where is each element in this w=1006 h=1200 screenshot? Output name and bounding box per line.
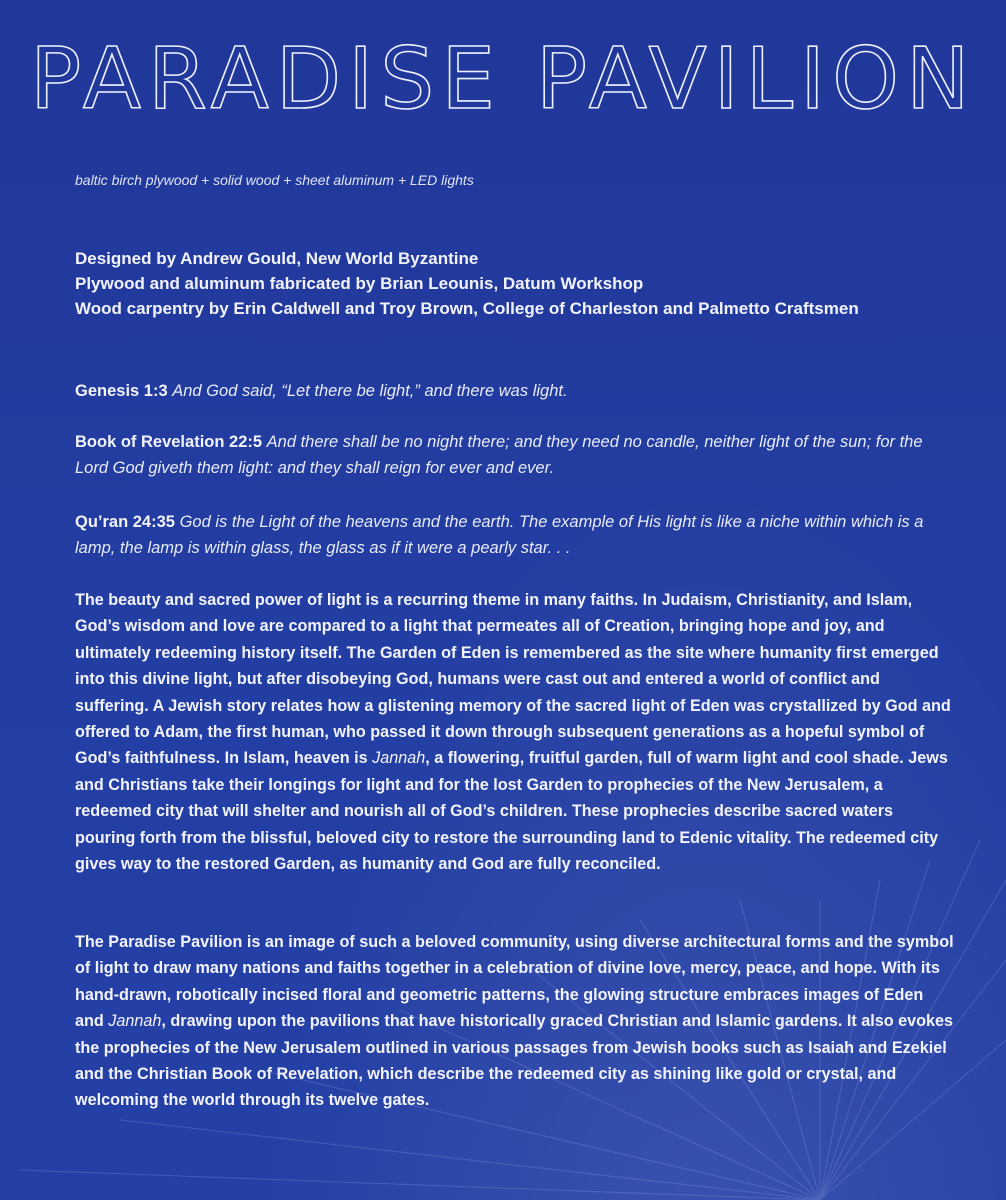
verse-text: And there shall be no night there; and they need no candle, neither light of the sun; for the Lord God giveth them light: and they shall reign for ever and ever. (75, 433, 923, 477)
paragraph-italic-term: Jannah (372, 749, 426, 768)
verse-reference: Genesis 1:3 (75, 382, 168, 400)
verse-text: And God said, “Let there be light,” and there was light. (172, 382, 568, 400)
verse-quran (75, 509, 955, 561)
verse-genesis (75, 378, 955, 404)
credits-block (75, 246, 975, 321)
verse-reference: Book of Revelation 22:5 (75, 433, 263, 451)
credit-carpentry: Wood carpentry by Erin Caldwell and Troy Brown, College of Charleston and Palmetto Craftsmen (75, 299, 859, 318)
paragraph-italic-term: Jannah (108, 1012, 162, 1031)
verse-reference: Qu’ran 24:35 (75, 513, 175, 531)
verse-text: God is the Light of the heavens and the earth. The example of His light is like a niche within which is a lamp, the lamp is within glass, the glass as if it were a pearly star. . . (75, 513, 924, 557)
paragraph-text: , a flowering, fruitful garden, full of warm light and cool shade. Jews and Christians take their longings for light and for the lost Garden to prophecies of the New Jerusalem, a redeemed city that will shelter and nourish all of God’s children. These prophecies describe sacred waters pouring forth from the blissful, beloved city to restore the surrounding land to Edenic vitality. The redeemed city gives way to the restored Garden, as humanity and God are fully reconciled. (75, 749, 948, 874)
body-paragraph-pavilion (75, 929, 955, 1114)
body-paragraph-light (75, 587, 955, 877)
paragraph-text: , drawing upon the pavilions that have historically graced Christian and Islamic gardens. It also evokes the prophecies of the New Jerusalem outlined in various passages from Jewish books such as Isaiah and Ezekiel and the Christian Book of Revelation, which describe the redeemed city as shining like gold or crystal, and welcoming the world through its twelve gates. (75, 1012, 953, 1110)
paragraph-text: The Paradise Pavilion is an image of such a beloved community, using diverse architectural forms and the symbol of light to draw many nations and faiths together in a celebration of divine love, mercy, peace, and hope. With its hand-drawn, robotically incised floral and geometric patterns, the glowing structure embraces images of Eden and (75, 933, 954, 1031)
materials-line: baltic birch plywood + solid wood + sheet aluminum + LED lights (75, 172, 474, 188)
verse-revelation (75, 429, 955, 481)
placard-title: PARADISE PAVILION (30, 30, 977, 129)
credit-designer: Designed by Andrew Gould, New World Byzantine (75, 249, 479, 268)
paragraph-text: The beauty and sacred power of light is a recurring theme in many faiths. In Judaism, Christianity, and Islam, God’s wisdom and love are compared to a light that permeates all of Creation, bringing hope and joy, and ultimately redeeming history itself. The Garden of Eden is remembered as the site where humanity first emerged into this divine light, but after disobeying God, humans were cast out and entered a world of conflict and suffering. A Jewish story relates how a glistening memory of the sacred light of Eden was crystallized by God and offered to Adam, the first human, who passed it down through subsequent generations as a hopeful symbol of God’s faithfulness. In Islam, heaven is (75, 591, 951, 768)
credit-fabrication: Plywood and aluminum fabricated by Brian Leounis, Datum Workshop (75, 274, 644, 293)
